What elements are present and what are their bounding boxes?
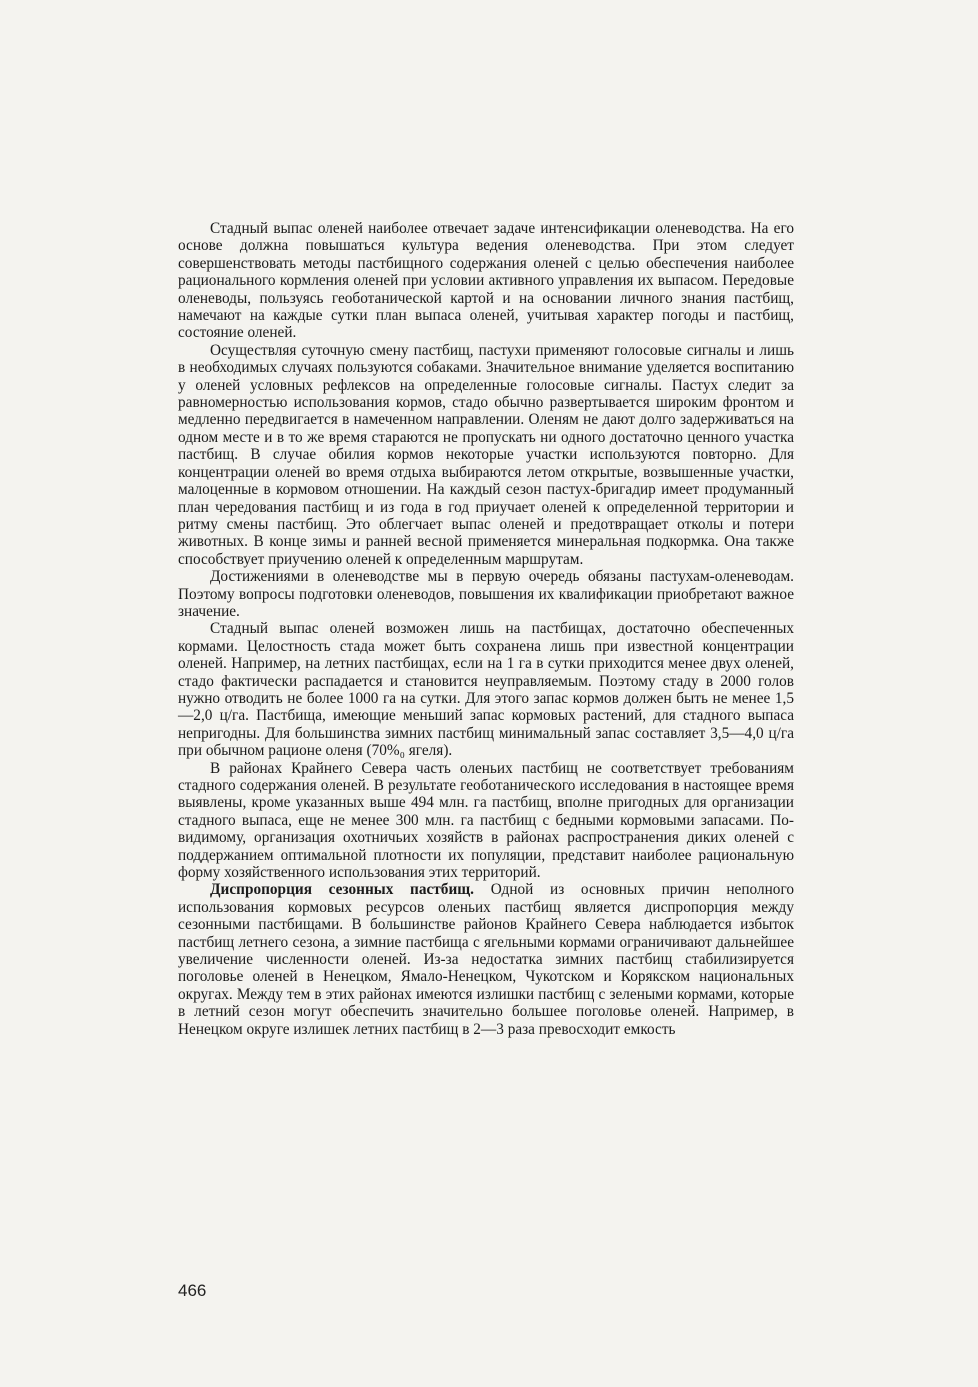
paragraph-text: Осуществляя суточную смену пастбищ, пастухи применяют голосовые сигналы и лишь в необходимых случаях пользуются собаками. Значительное внимание уделяется воспитанию у оленей условных рефлексов на определенные голосовые сигналы. Пастух следит за равномерностью использования кормов, стадо обычно развертывается широким фронтом и медленно передвигается в намеченном направлении. Оленям не дают долго задерживаться на одном месте и в то же время стараются не пропускать ни одного достаточно ценного участка пастбищ. В случае обилия кормов некоторые участки используются повторно. Для концентрации оленей во время отдыха выбираются летом открытые, возвышенные участки, малоценные в кормовом отношении. На каждый сезон пастух-бригадир имеет продуманный план чередования пастбищ и из года в год приучает оленей к определенной территории и ритму смены пастбищ. Это облегчает выпас оленей и предотвращает отколы и потери животных. В конце зимы и ранней весной применяется минеральная подкормка. Она также способствует приучению оленей к определенным маршрутам. [178, 341, 794, 568]
paragraph-text: Стадный выпас оленей возможен лишь на пастбищах, достаточно обеспеченных кормами. Целостность стада может быть сохранена лишь при известной концентрации оленей. Например, на летних пастбищах, если на 1 га в сутки приходится менее двух оленей, стадо фактически распадается и становится неуправляемым. Поэтому стаду в 2000 голов нужно отводить не более 1000 га на сутки. Для этого запас кормов должен быть не менее 1,5—2,0 ц/га. Пастбища, имеющие меньший запас кормовых растений, для стадного выпаса непригодны. Для большинства зимних пастбищ минимальный запас составляет 3,5—4,0 ц/га при обычном рационе оленя (70%₀ ягеля). [178, 620, 794, 760]
paragraph-text: Стадный выпас оленей наиболее отвечает задаче интенсификации оленеводства. На его основе должна повышаться культура ведения оленеводства. При этом следует совершенствовать методы пастбищного содержания оленей с целью обеспечения наиболее рационального кормления оленей при условии активного управления их выпасом. Передовые оленеводы, пользуясь геоботанической картой и на основании личного знания пастбищ, намечают на каждые сутки план выпаса оленей, учитывая характер погоды и пастбищ, состояние оленей. [178, 220, 794, 342]
paragraph [178, 620, 794, 759]
paragraph-text: Достижениями в оленеводстве мы в первую очередь обязаны пастухам-оленеводам. Поэтому вопросы подготовки оленеводов, повышения их квалификации приобретают важное значение. [178, 568, 794, 620]
paragraph [178, 881, 794, 1038]
paragraph-text: Одной из основных причин неполного использования кормовых ресурсов оленьих пастбищ является диспропорция между сезонными пастбищами. В большинстве районов Крайнего Севера наблюдается избыток пастбищ летнего сезона, а зимние пастбища с ягельными кормами ограничивают дальнейшее увеличение численности оленей. Из-за недостатка зимних пастбищ стабилизируется поголовье оленей в Ненецком, Ямало-Ненецком, Чукотском и Корякском национальных округах. Между тем в этих районах имеются излишки пастбищ с зелеными кормами, которые в летний сезон могут обеспечить значительно большее поголовье оленей. Например, в Ненецком округе излишек летних пастбищ в 2—3 раза превосходит емкость [178, 881, 794, 1038]
paragraph [178, 760, 794, 882]
paragraph [178, 342, 794, 568]
paragraph [178, 220, 794, 342]
paragraph-text: В районах Крайнего Севера часть оленьих пастбищ не соответствует требованиям стадного содержания оленей. В результате геоботанического исследования в настоящее время выявлены, кроме указанных выше 494 млн. га пастбищ, вполне пригодных для организации стадного выпаса, еще не менее 300 млн. га пастбищ с бедными кормовыми запасами. По-видимому, организация охотничьих хозяйств в районах распространения диких оленей с поддержанием оптимальной плотности их популяции, представит наиболее рациональную форму хозяйственного использования этих территорий. [178, 759, 794, 882]
page-body [178, 220, 794, 1038]
page-number: 466 [178, 1281, 207, 1300]
paragraph [178, 568, 794, 620]
paragraph-lead: Диспропорция сезонных пастбищ. [210, 881, 474, 899]
